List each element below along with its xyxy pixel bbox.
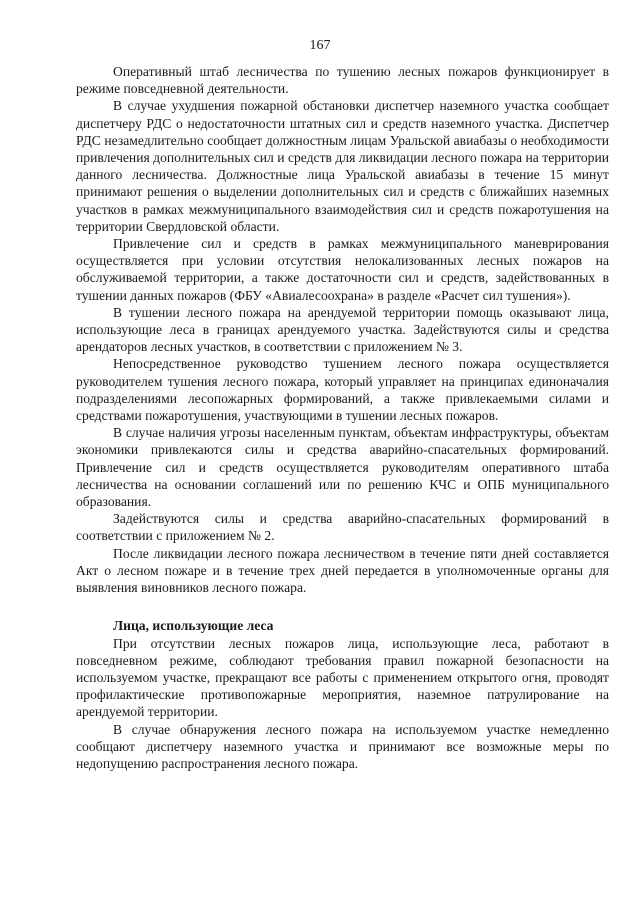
paragraph: В тушении лесного пожара на арендуемой территории помощь оказывают лица, использующие леса в границах арендуемого участка. Задействуются силы и средства арендаторов лесных участков, в соответствии с приложением № 3. [76,304,609,355]
document-body [76,63,609,772]
paragraph: В случае обнаружения лесного пожара на используемом участке немедленно сообщают диспетчеру наземного участка и принимают все возможные меры по недопущению распространения лесного пожара. [76,721,609,771]
paragraph: После ликвидации лесного пожара лесничеством в течение пяти дней составляется Акт о лесном пожаре и в течение трех дней передается в уполномоченные органы для выявления виновников лесного пожара. [76,545,609,596]
paragraph: Оперативный штаб лесничества по тушению лесных пожаров функционирует в режиме повседневной деятельности. [76,64,609,97]
paragraph: В случае ухудшения пожарной обстановки диспетчер наземного участка сообщает диспетчеру РДС о недостаточности штатных сил и средств наземного участка. Диспетчер РДС незамедлительно сообщает должностным лицам Уральской авиабазы о необходимости привлечения дополнительных сил и средств для ликвидации лесного пожара на территории данного лесничества. Должностные лица Уральской авиабазы в течение 15 минут принимают решения о выделении дополнительных сил и средств с ближайших наземных участков в рамках межмуниципального взаимодействия сил и средств пожаротушения на территории Свердловской области. [76,98,609,234]
paragraph: В случае наличия угрозы населенным пунктам, объектам инфраструктуры, объектам экономики привлекаются силы и средства аварийно-спасательных формирований. Привлечение сил и средств осуществляется руководителям оперативного штаба лесничества на основании соглашений или по решению КЧС и ОПБ муниципального образования. [76,425,609,510]
page-number: 167 [309,38,331,53]
paragraph: Привлечение сил и средств в рамках межмуниципального маневрирования осуществляется при условии отсутствия нелокализованных лесных пожаров на обслуживаемой территории, а также достаточности сил и средств, задействованных в тушении данных пожаров (ФБУ «Авиалесоохрана» в разделе «Расчет сил тушения»). [76,236,609,303]
paragraph: Задействуются силы и средства аварийно-спасательных формирований в соответствии с приложением № 2. [76,511,609,544]
paragraph: Непосредственное руководство тушением лесного пожара осуществляется руководителем тушения лесного пожара, который управляет на принципах единоначалия подразделениями лесопожарных формирований, а также привлекаемыми силами и средствами пожаротушения, участвующими в тушении лесных пожаров. [76,356,609,424]
section-heading: Лица, использующие леса [113,618,274,634]
paragraph: При отсутствии лесных пожаров лица, использующие леса, работают в повседневном режиме, соблюдают требования правил пожарной безопасности на используемом участке, прекращают все работы с применением открытого огня, проводят профилактические противопожарные мероприятия, наземное патрулирование на арендуемой территории. [76,635,609,720]
